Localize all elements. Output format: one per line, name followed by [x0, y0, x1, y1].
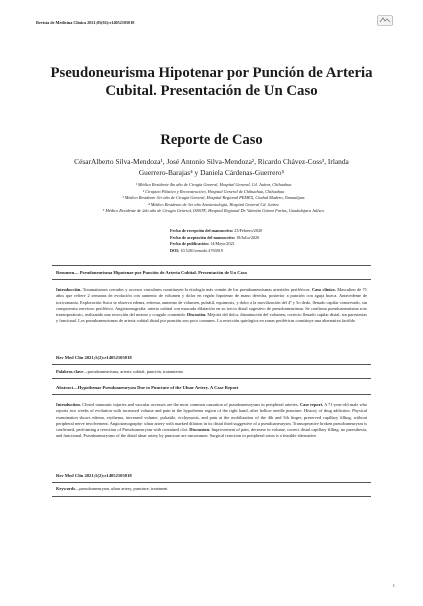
- affiliation: ⁵ Médico Residente de 2do año de Cirugía General, ISSSTE, Hospital Regional Dr. Valentín Gómez Farías, Guadalajara Jalisco: [102, 208, 325, 214]
- manuscript-dates: [170, 228, 370, 254]
- date-label: Fecha de aceptación del manuscrito:: [170, 234, 236, 240]
- author-line: Guerrero-Barajas⁴ y Daniela Cárdenas-Guerrero⁵: [138, 167, 285, 177]
- citation-es: Rev Med Clin 2021;5(2):e14052105018: [56, 355, 132, 360]
- resumen-text: [56, 287, 367, 325]
- article-type: Reporte de Caso: [160, 132, 263, 148]
- divider: [52, 482, 371, 483]
- text: —pseudoaneurisma, arteria cubital, punción, tratamiento: [83, 369, 184, 374]
- label: Case report.: [299, 402, 324, 407]
- article-title: Pseudoneurisma Hipotenar por Punción de Arteria Cubital. Presentación de Un Caso: [50, 65, 373, 99]
- citation-en: Rev Med Clin 2021;5(2):e14052105018: [56, 473, 132, 478]
- label: Introducción.: [56, 287, 82, 292]
- date-label: Fecha de recepción del manuscrito:: [170, 228, 234, 233]
- abstract-text: [56, 402, 367, 440]
- date-label: DOI:: [170, 247, 180, 253]
- text: —pseudoaneurysm, ulnar artery, puncture, treatment: [75, 486, 168, 491]
- affiliations: [44, 182, 383, 215]
- palabras-clave: [56, 369, 367, 374]
- author-list: [44, 157, 379, 178]
- page-number: 1: [392, 583, 395, 588]
- date-row: [170, 248, 370, 255]
- journal-logo-icon: [377, 15, 393, 26]
- date-value: 14/Mayo/2021: [210, 241, 235, 247]
- label: Discusión.: [187, 312, 207, 318]
- affiliation: ² Cirujano Plástico y Reconstructivo, Hospital General de Chihuahua, Chihuahua: [142, 188, 285, 194]
- label: Caso clínico.: [311, 287, 336, 292]
- divider: [52, 265, 371, 266]
- date-value: 23/Febrero/2020: [234, 228, 263, 233]
- divider: [52, 279, 371, 280]
- date-label: Fecha de publicación:: [170, 241, 210, 247]
- date-row: [170, 235, 370, 242]
- divider: [52, 394, 371, 395]
- doi-value: 10.5281/zenodo.4763819: [180, 247, 223, 253]
- text: Traumatismos cerrados y accesos vasculares constituyen la etiología más común de los pseudoaneurismas arteriales periféricos.: [81, 287, 312, 292]
- date-row: [170, 241, 370, 248]
- text: Closed traumatic injuries and vascular accesses are the most common causation of pseudoaneurysms in peripheral arteries.: [80, 402, 300, 407]
- abstract-heading: Abstract—Hypothenar Pseudoaneurysm Due to Puncture of the Ulnar Artery. A Case Report: [56, 385, 239, 390]
- running-header: Revista de Medicina Clínica 2021;05(02):e14052105018: [36, 20, 135, 25]
- label: Keywords: [56, 486, 76, 491]
- affiliation: ¹ Médico Residente 4to año de Cirugía General, Hospital General, Cd. Juárez, Chihuahua: [135, 182, 292, 187]
- date-row: [170, 228, 370, 235]
- label: Introduction.: [56, 402, 81, 407]
- resumen-heading: Resumen— Pseudoneurisma Hipotenar por Punción de Arteria Cubital. Presentación de Un Caso: [56, 270, 247, 275]
- text: Improvement of pain, decrease in volume, correct distal capillary filling, no paresthesia, and functional. Pseudoaneurysms of the distal ulnar artery by puncture are uncommon. Surgical resection in peripheral areas is a feasible alternative.: [56, 427, 367, 439]
- divider: [52, 378, 371, 379]
- author-line: CésarAlberto Silva-Mendoza¹, José Antonio Silva-Mendoza², Ricardo Chávez-Coss³, Irlanda: [74, 157, 349, 166]
- affiliation: ³ Médico Residente 3er año de Cirugía General, Hospital Regional PEMEX, Ciudad Madero, Tamaulipas: [122, 195, 305, 201]
- divider: [52, 364, 371, 365]
- label: Palabras clave: [56, 369, 84, 374]
- label: Discussion.: [189, 427, 211, 433]
- text: Mejoría del dolor, disminución del volumen, correcto llenado capilar distal, sin parestesias y funcional. Los pseudoaneurismas de arteria cubital distal por punción son poco comunes. La resección quirúrgica en zonas periféricas constituye una alternativa factible.: [56, 312, 367, 324]
- date-value: 18/Julio/2020: [236, 234, 260, 240]
- affiliation: ⁴ Médico Residente de 3er año Anestesiología, Hospital General Cd. Juárez: [148, 201, 279, 207]
- text: A 71-year-old male who reports two weeks of evolution with increased volume and pain in the hypothenar region of the right hand, after hollow needle puncture. History of drug addiction. Physical examination shows edema, erythema, increased volume, pulsatile, ecchymosis, and pain at the mobilization of the 4th and 5th finger, preserved capillary filling, without peripheral nerve involvement. Angiotomography: ulnar artery with marked dilation in its distal third suggestive of a pseudoaneurysm. Transoperative broken pseudoaneurysm is confirmed, performing a resection of Pseudoaneurysm with contained clot.: [56, 402, 368, 433]
- keywords: [56, 486, 367, 491]
- divider: [52, 496, 371, 497]
- text: Masculino de 71 años que refiere 2 semanas de evolución con aumento de volumen y dolor en región hipotenar de mano derecha, posterior a punción con aguja hueca. Antecedente de toxicomanía. Exploración física se observa edema, eritema, aumento de volumen, pulsátil, equimosis, y dolor a la movilización del 4º y 5o dedo, llenado capilar conservado, sin compromiso nervioso periférico. Angiotomografía: arteria cubital con marcada dilatación en su tercio distal sugestivo de pseudoaneurisma. Se confirma pseudoaneurisma roto transoperatorio, realizando una resección del mismo y coagulo contenido.: [56, 287, 367, 318]
